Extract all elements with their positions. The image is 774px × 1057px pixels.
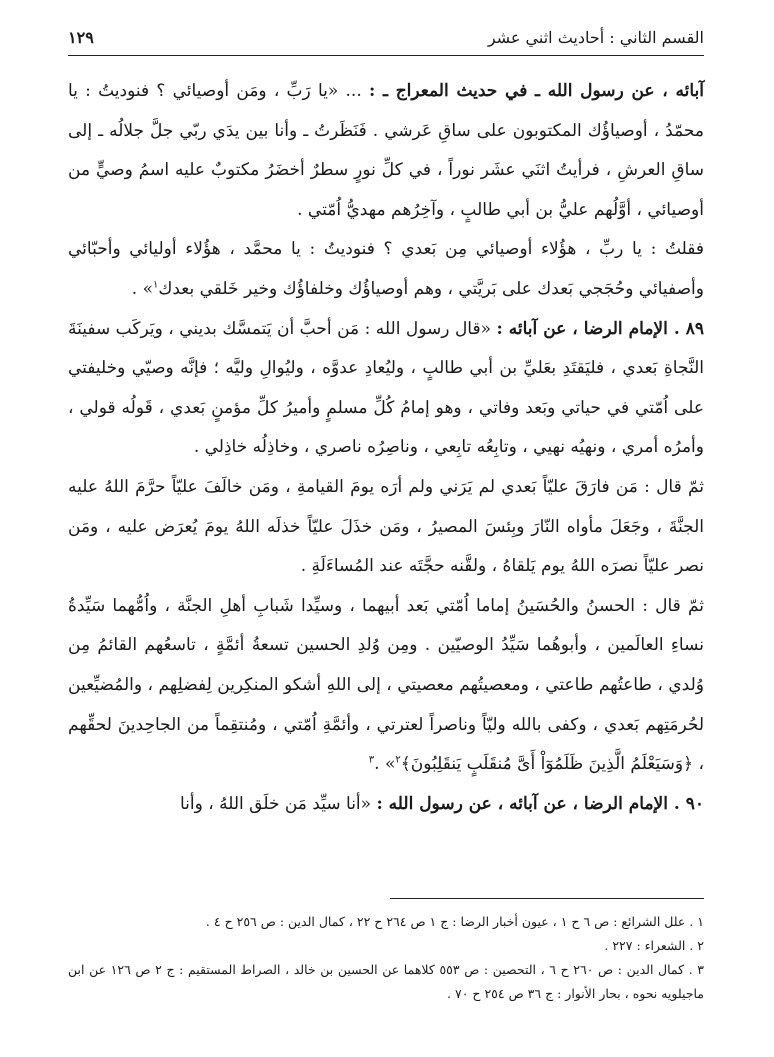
footnote-ref[interactable]: ٢ — [395, 754, 401, 766]
footnote-1: ١ . علل الشرائع : ص ٦ ح ١ ، عيون أخبار الرضا : ج ١ ص ٢٦٤ ح ٢٢ ، كمال الدين : ص ٢٥٦ ح ٤ . — [205, 914, 704, 929]
footnote-3: ٣ . كمال الدين : ص ٢٦٠ ح ٦ ، التحصين : ص ٥٥٣ كلاهما عن الحسين بن خالد ، الصراط المستقيم : ج ٢ ص ١٢٦ عن ابن ماجيلويه نحوه ، بحار الأنوار : ج ٣٦ ص ٢٥٤ ح ٧٠ . — [68, 962, 705, 1001]
hadith-90: ٩٠ . الإمام الرضا ، عن آبائه ، عن رسول الله : «أنا سيِّد مَن خلَق اللهُ ، وأنا — [179, 793, 704, 814]
main-text — [68, 72, 704, 824]
page-number: ١٢٩ — [68, 28, 94, 47]
footnotes — [68, 910, 704, 1006]
footnote-ref[interactable]: ١ — [152, 279, 159, 291]
footnote-divider — [390, 898, 704, 899]
running-header — [68, 26, 704, 52]
hadith-89: ٨٩ . الإمام الرضا ، عن آبائه : «قال رسول الله : مَن أحبَّ أن يَتمسَّك بديني ، ويَركَب سفينَةَ النَّجاةِ بَعدي ، فليَقتَدِ بعَليِّ بن أبي طالبٍ ، وليُعادِ عدوَّه ، وليُوالِ وليَّه ؛ فإنَّه وصيّي وخليفتي على اُمّتي في حياتي وبَعد وفاتي ، وهو إمامُ كُلِّ مسلمٍ وأميرُ كلِّ مؤمنٍ بَعدي ، قَولُه قولي ، وأمرُه أمري ، ونهيُه نهيي ، وتابِعُه تابِعي ، وناصِرُه ناصري ، وخاذِلُه خاذِلي . — [68, 318, 704, 458]
footnote-ref[interactable]: ٣ — [368, 754, 375, 766]
paragraph-2: فقلتُ : يا ربِّ ، هؤُلاء أوصيائي مِن بَعدي ؟ فنوديتُ : يا محمَّد ، هؤُلاء أوليائي وأحبّائي وأصفيائي وحُجَجي بَعدك على بَريَّتي ، وهم أوصياؤُك وخلفاؤُك وخير خَلقي بعدك$^١$» . — [68, 239, 704, 299]
paragraph-4: ثمّ قال : مَن فارَقَ عليّاً بَعدي لم يَرَني ولم أرَه يومَ القيامةِ ، ومَن خالَفَ عليّاً حرَّمَ اللهُ عليه الجنَّةَ ، وجَعَلَ مأواه النّارَ وبِئسَ المصيرُ ، ومَن خذَلَ عليّاً خذلَه اللهُ يومَ يُعرَض عليه ، ومَن نصر عليّاً نصرَه اللهُ يوم يَلقاهُ ، ولقَّنه حجَّتَه عند المُساءَلَةِ . — [68, 476, 704, 577]
header-title: القسم الثاني : أحاديث اثني عشر — [487, 28, 704, 47]
header-divider — [68, 55, 704, 56]
footnote-2: ٢ . الشعراء : ٢٢٧ . — [604, 938, 704, 953]
paragraph-5: ثمّ قال : الحسنُ والحُسَينُ إماما اُمّتي بَعد أبيهما ، وسيِّدا شَبابِ أهلِ الجنَّة ، واُمُّهما سَيِّدةُ نساءِ العالَمين ، وأبوهُما سَيِّدُ الوصيّين . ومِن وُلدِ الحسين تسعةُ أئمَّةٍ ، تاسعُهم القائمُ مِن وُلدي ، طاعتُهم طاعتي ، ومعصيتُهم معصيتي ، إلى اللهِ أشكو المنكِرين لِفضلِهم ، والمُضيِّعين لحُرمَتِهم بَعدي ، وكفى بالله وليّاً وناصراً لعترتي ، وأئمَّةِ اُمّتي ، ومُنتقِماً من الجاحِدينَ لحقِّهم ، ﴿وَسَيَعْلَمُ الَّذِينَ ظَلَمُوٓاْ أَىَّ مُنقَلَبٍ يَنقَلِبُونَ﴾$^٢$» .$^٣$ — [68, 595, 704, 775]
paragraph-1: آبائه ، عن رسول الله ـ في حديث المعراج ـ : ... «يا رَبِّ ، ومَن أوصيائي ؟ فنوديتُ : يا محمّدُ ، أوصياؤُك المكتوبون على ساقِ عَرشي . فَنَظَرتُ ـ وأنا بين يدَي ربّي جلَّ جلالُه ـ إلى ساقِ العرشِ ، فرأيتُ اثنَي عشَر نوراً ، في كلِّ نورٍ سطرٌ أخضَرُ مكتوبٌ عليه اسمُ وصيٍّ من أوصيائي ، أوَّلُهم عليُّ بن أبي طالبٍ ، وآخِرُهم مهديُّ اُمّتي . — [68, 81, 704, 220]
